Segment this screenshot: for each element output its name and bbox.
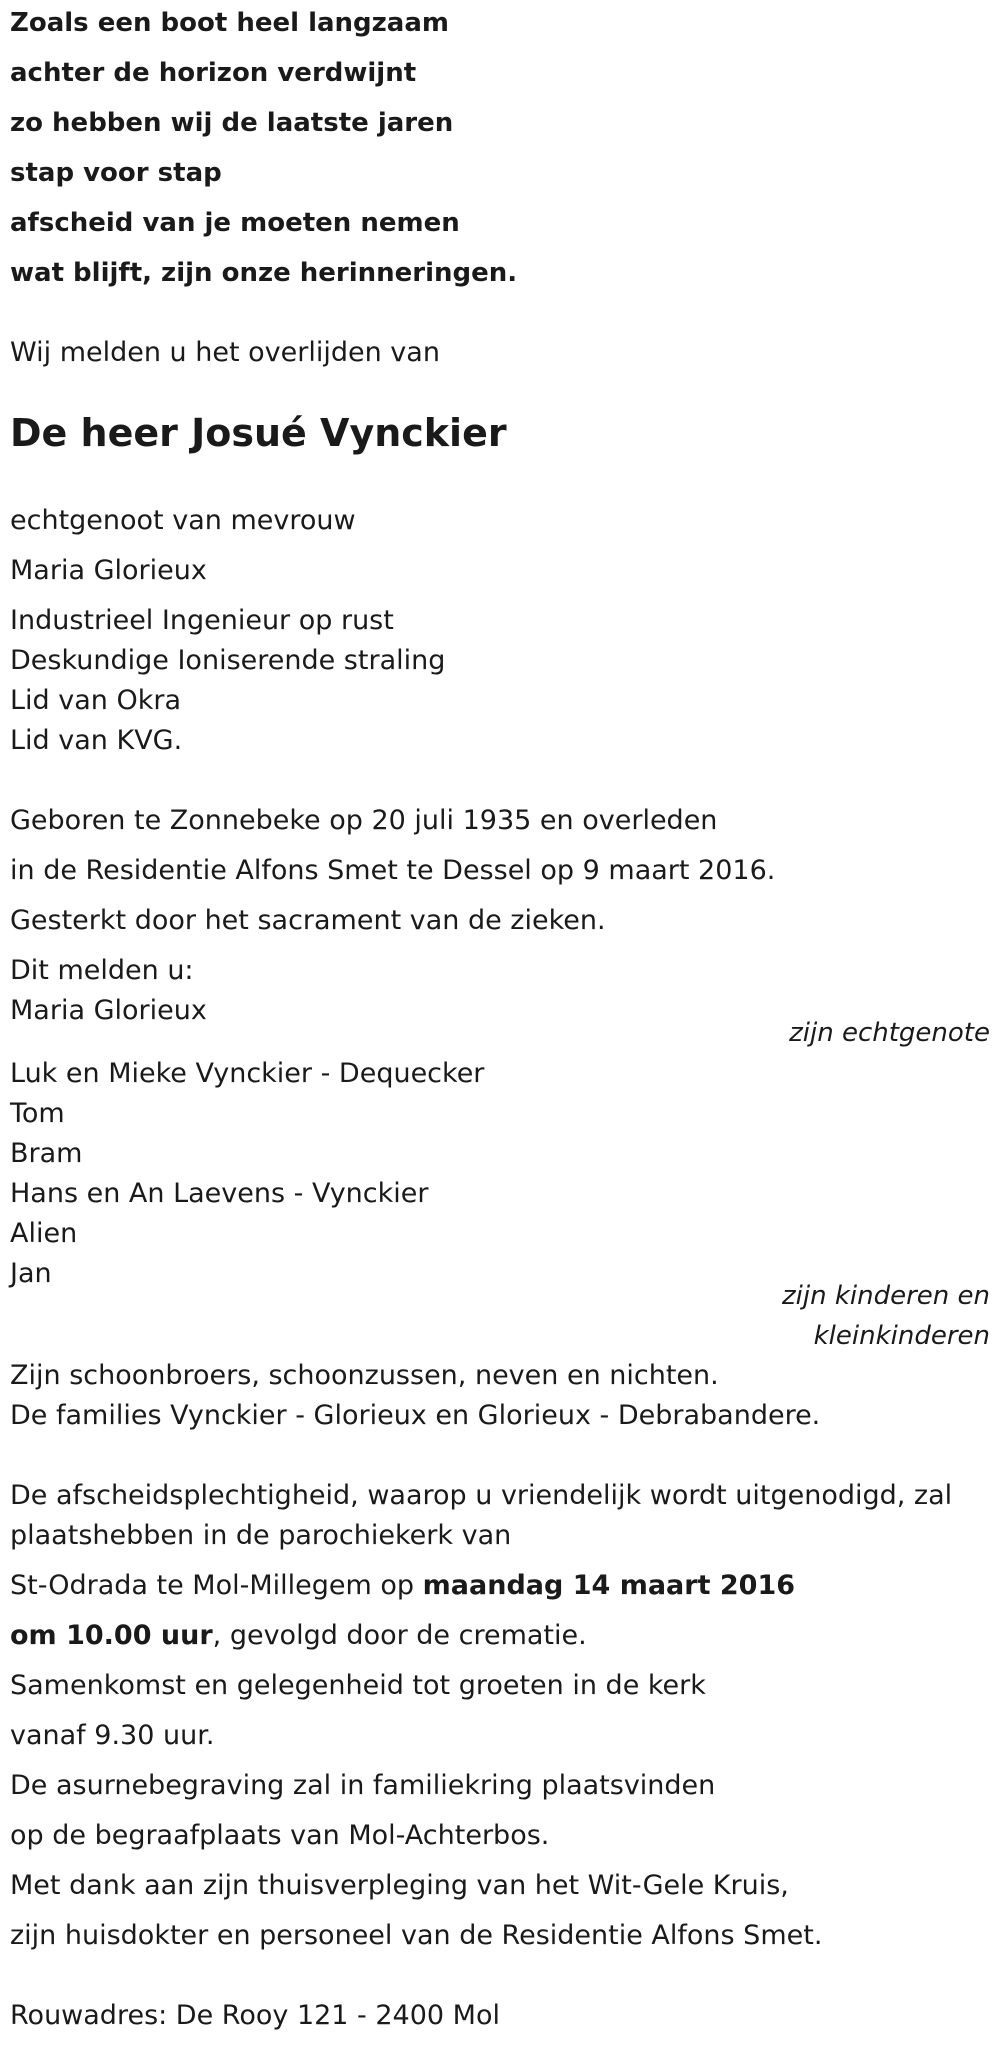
child-line: Hans en An Laevens - Vynckier	[10, 1178, 429, 1209]
child-line: Tom	[10, 1098, 65, 1129]
ceremony-location: St-Odrada te Mol-Millegem op	[10, 1570, 423, 1601]
child-line: Jan	[10, 1258, 52, 1289]
relatives-line: Zijn schoonbroers, schoonzussen, neven en nichten.	[10, 1360, 719, 1391]
ceremony-cremation: , gevolgd door de crematie.	[212, 1620, 587, 1651]
deceased-name: De heer Josué Vynckier	[10, 411, 507, 455]
ceremony-line: De afscheidsplechtigheid, waarop u vriendelijk wordt uitgenodigd, zal	[10, 1480, 953, 1511]
poem-line: afscheid van je moeten nemen	[10, 208, 460, 238]
ceremony-line: vanaf 9.30 uur.	[10, 1720, 215, 1751]
child-line: Luk en Mieke Vynckier - Dequecker	[10, 1058, 485, 1089]
birth-line: Geboren te Zonnebeke op 20 juli 1935 en overleden	[10, 805, 718, 836]
poem-line: stap voor stap	[10, 158, 222, 188]
announcers-intro: Dit melden u:	[10, 955, 194, 986]
poem-line: wat blijft, zijn onze herinneringen.	[10, 258, 518, 288]
intro-text: Wij melden u het overlijden van	[10, 337, 440, 368]
spouse-name: Maria Glorieux	[10, 555, 207, 586]
ceremony-line: plaatshebben in de parochiekerk van	[10, 1520, 512, 1551]
title-line: Deskundige Ioniserende straling	[10, 645, 446, 676]
sacrament-line: Gesterkt door het sacrament van de zieken.	[10, 905, 606, 936]
thanks-line: zijn huisdokter en personeel van de Residentie Alfons Smet.	[10, 1920, 823, 1951]
title-line: Industrieel Ingenieur op rust	[10, 605, 394, 636]
spouse-intro: echtgenoot van mevrouw	[10, 505, 356, 536]
spouse-listing: Maria Glorieux	[10, 995, 207, 1026]
ceremony-time-line	[10, 1619, 587, 1653]
spouse-role: zijn echtgenote	[789, 1018, 990, 1048]
grandchildren-role: kleinkinderen	[813, 1321, 990, 1351]
poem-line: achter de horizon verdwijnt	[10, 58, 417, 88]
poem-line: zo hebben wij de laatste jaren	[10, 108, 454, 138]
ceremony-line: Samenkomst en gelegenheid tot groeten in de kerk	[10, 1670, 706, 1701]
title-line: Lid van KVG.	[10, 725, 183, 756]
death-line: in de Residentie Alfons Smet te Dessel op 9 maart 2016.	[10, 855, 776, 886]
ceremony-date: maandag 14 maart 2016	[422, 1570, 796, 1601]
child-line: Bram	[10, 1138, 83, 1169]
ceremony-line: op de begraafplaats van Mol-Achterbos.	[10, 1820, 550, 1851]
mourning-address: Rouwadres: De Rooy 121 - 2400 Mol	[10, 2000, 500, 2031]
families-line: De families Vynckier - Glorieux en Glorieux - Debrabandere.	[10, 1400, 821, 1431]
ceremony-date-line	[10, 1569, 795, 1603]
thanks-line: Met dank aan zijn thuisverpleging van het Wit-Gele Kruis,	[10, 1870, 789, 1901]
poem-line: Zoals een boot heel langzaam	[10, 8, 449, 38]
children-role: zijn kinderen en	[782, 1281, 990, 1311]
ceremony-line: De asurnebegraving zal in familiekring plaatsvinden	[10, 1770, 716, 1801]
title-line: Lid van Okra	[10, 685, 182, 716]
ceremony-time: om 10.00 uur	[10, 1620, 213, 1651]
child-line: Alien	[10, 1218, 78, 1249]
